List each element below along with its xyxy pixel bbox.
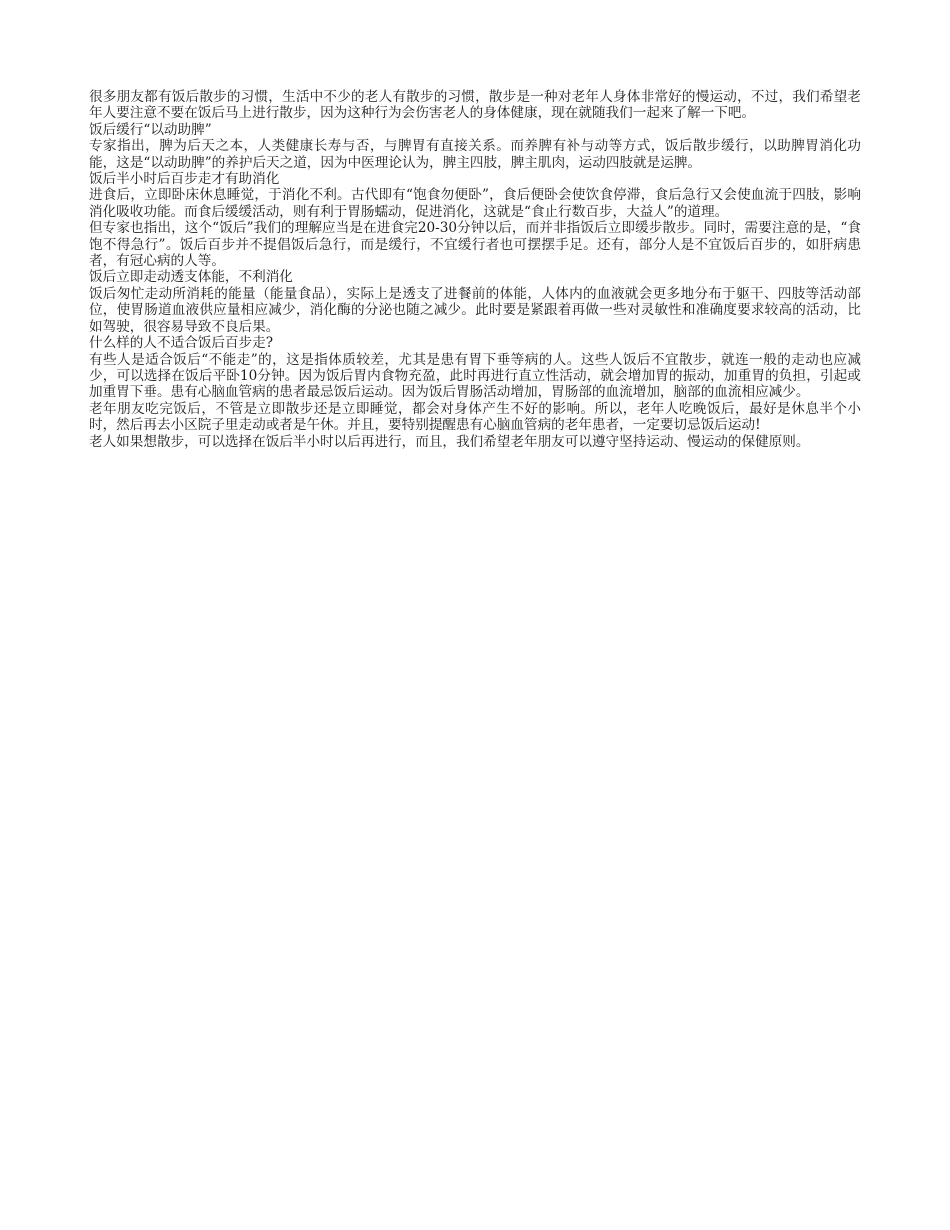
section-heading-slow-walk: 饭后缓行“以动助脾”: [89, 121, 212, 138]
section-heading-who-not: 什么样的人不适合饭后百步走?: [89, 335, 274, 352]
paragraph-digestion: 进食后，立即卧床休息睡觉，于消化不利。古代即有“饱食勿便卧”，食后便卧会使饮食停滞，食后急行又会使血流于四肢，影响消化吸收功能。而食后缓缓活动，则有利于胃肠蠕动，促进消化，这就是“食止行数百步，大益人”的道理。: [89, 187, 861, 220]
section-heading-half-hour: 饭后半小时后百步走才有助消化: [89, 171, 280, 188]
paragraph-energy: 饭后匆忙走动所消耗的能量（能量食品），实际上是透支了进餐前的体能，人体内的血液就会更多地分布于躯干、四肢等活动部位，使胃肠道血液供应量相应减少，消化酶的分泌也随之减少。此时要是紧跟着再做一些对灵敏性和准确度要求较高的活动，比如驾驶，很容易导致不良后果。: [89, 285, 861, 335]
paragraph-elderly-advice: 老年朋友吃完饭后，不管是立即散步还是立即睡觉，都会对身体产生不好的影响。所以，老年人吃晚饭后，最好是休息半个小时，然后再去小区院子里走动或者是午休。并且，要特别提醒患有心脑血管病的老年患者，一定要切忌饭后运动!: [89, 400, 861, 434]
paragraph-conclusion: 老人如果想散步，可以选择在饭后半小时以后再进行，而且，我们希望老年朋友可以遵守坚持运动、慢运动的保健原则。: [89, 433, 810, 450]
section-heading-overdraw: 饭后立即走动透支体能，不利消化: [89, 269, 293, 286]
paragraph-unsuitable-people: 有些人是适合饭后“不能走”的，这是指体质较差，尤其是患有胃下垂等病的人。这些人饭后不宜散步，就连一般的走动也应减少，可以选择在饭后平卧10分钟。因为饭后胃内食物充盈，此时再进行直立性活动，就会增加胃的振动，加重胃的负担，引起或加重胃下垂。患有心脑血管病的患者最忌饭后运动。因为饭后胃肠活动增加，胃肠部的血流增加，脑部的血流相应减少。: [89, 351, 861, 401]
paragraph-expert-note: 但专家也指出，这个“饭后”我们的理解应当是在进食完20-30分钟以后，而并非指饭后立即缓步散步。同时，需要注意的是，“食饱不得急行”。饭后百步并不提倡饭后急行，而是缓行，不宜缓行者也可摆摆手足。还有，部分人是不宜饭后百步的，如肝病患者，有冠心病的人等。: [89, 220, 861, 270]
intro-paragraph: 很多朋友都有饭后散步的习惯，生活中不少的老人有散步的习惯，散步是一种对老年人身体非常好的慢运动，不过，我们希望老年人要注意不要在饭后马上进行散步，因为这种行为会伤害老人的身体健康，现在就随我们一起来了解一下吧。: [89, 89, 861, 122]
paragraph-spleen: 专家指出，脾为后天之本，人类健康长寿与否，与脾胃有直接关系。而养脾有补与动等方式，饭后散步缓行，以助脾胃消化功能，这是“以动助脾”的养护后天之道，因为中医理论认为，脾主四肢，脾主肌肉，运动四肢就是运脾。: [89, 138, 861, 171]
document-body: [89, 89, 861, 450]
